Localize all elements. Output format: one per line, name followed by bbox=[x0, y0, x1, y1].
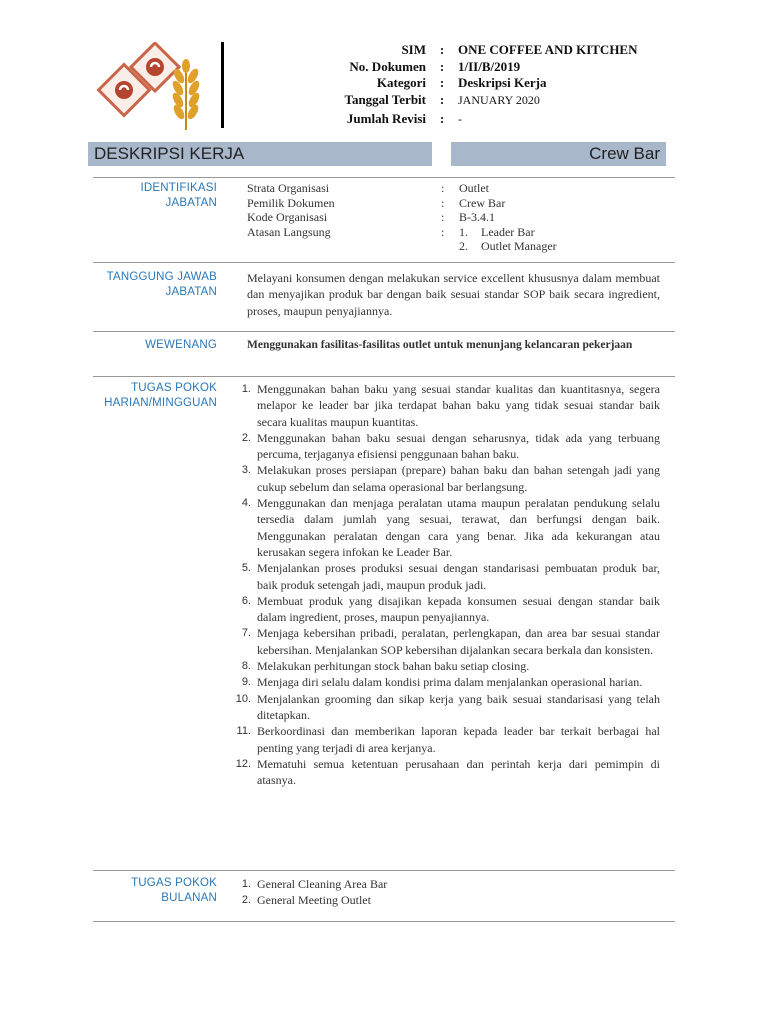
meta-value: - bbox=[458, 111, 462, 126]
list-item bbox=[233, 756, 660, 789]
kv-value: B-3.4.1 bbox=[459, 210, 495, 224]
section-label bbox=[93, 270, 217, 300]
meta-value: ONE COFFEE AND KITCHEN bbox=[458, 42, 638, 57]
list-item-text: Mematuhi semua ketentuan perusahaan dan perintah kerja dari pemimpin di atasnya. bbox=[257, 756, 660, 788]
list-item bbox=[233, 430, 660, 463]
list-item-text: Menggunakan bahan baku yang sesuai standar kualitas dan kuantitasnya, segera melapor ke leader bar jika terdapat bahan baku yang tidak sesuai standar baik secara kualitas maupun kuantitas. bbox=[257, 382, 660, 429]
list-item-number: 9. bbox=[241, 676, 251, 689]
section-label: WEWENANG bbox=[145, 339, 217, 351]
kv-value: Crew Bar bbox=[459, 195, 506, 210]
section-divider bbox=[93, 177, 675, 178]
atasan-text: Outlet Manager bbox=[481, 239, 557, 253]
list-item bbox=[233, 876, 660, 892]
list-item-text: Membuat produk yang disajikan kepada konsumen sesuai dengan standar baik dalam ingredient, proses, maupun penyajiannya. bbox=[257, 593, 660, 625]
kv-key: Atasan Langsung bbox=[247, 224, 331, 239]
list-item bbox=[233, 625, 660, 658]
list-item-number: 5. bbox=[241, 562, 251, 575]
list-item bbox=[233, 723, 660, 756]
kv-row bbox=[247, 239, 660, 254]
section-divider bbox=[93, 870, 675, 871]
list-item-text: Berkoordinasi dan memberikan laporan kepada leader bar terkait berbagai hal penting yang terjadi di area kerjanya. bbox=[257, 724, 660, 755]
meta-colon: : bbox=[439, 110, 445, 126]
meta-colon: : bbox=[439, 42, 445, 57]
label-line: HARIAN/MINGGUAN bbox=[104, 397, 217, 409]
atasan-item bbox=[459, 239, 660, 254]
section-label bbox=[93, 181, 217, 211]
meta-key: Kategori bbox=[376, 75, 426, 90]
header-divider bbox=[221, 42, 224, 128]
tanggung-jawab-text: Melayani konsumen dengan melakukan service excellent khususnya dalam membuat dan menyajikan produk bar dengan baik sesuai standar SOP baik secara ingredient, proses, maupun penyajiannya. bbox=[247, 271, 660, 318]
list-item bbox=[233, 381, 660, 430]
list-item-number: 8. bbox=[241, 660, 251, 673]
kv-value: Outlet bbox=[459, 181, 489, 195]
list-item-number: 11. bbox=[236, 725, 251, 738]
kv-colon: : bbox=[441, 181, 445, 195]
list-item-number: 12. bbox=[235, 757, 251, 770]
tugas-harian-list bbox=[233, 381, 660, 788]
list-item-text: Menjalankan grooming dan sikap kerja yang baik sesuai standarisasi yang telah ditetapkan. bbox=[257, 691, 660, 722]
task-list bbox=[233, 876, 660, 909]
meta-colon: : bbox=[439, 58, 445, 74]
list-item bbox=[233, 674, 660, 690]
list-item-text: Menggunakan bahan baku sesuai dengan seharusnya, tidak ada yang terbuang percuma, terjaganya efisiensi penggunaan bahan baku. bbox=[257, 430, 660, 462]
list-item-number: 10. bbox=[235, 692, 251, 705]
section-divider bbox=[93, 921, 675, 922]
list-item bbox=[233, 462, 660, 495]
atasan-num: 1. bbox=[459, 224, 468, 239]
kv-row bbox=[247, 210, 660, 225]
meta-key: Tanggal Terbit bbox=[344, 91, 426, 107]
document-meta bbox=[300, 42, 700, 130]
kv-key: Strata Organisasi bbox=[247, 181, 330, 195]
kv-row bbox=[247, 181, 660, 196]
kv-colon: : bbox=[441, 224, 445, 239]
meta-key: Jumlah Revisi bbox=[346, 110, 426, 126]
kv-colon: : bbox=[441, 210, 445, 224]
list-item bbox=[233, 495, 660, 560]
label-line: TUGAS POKOK bbox=[131, 382, 217, 394]
atasan-num: 2. bbox=[459, 239, 468, 253]
kv-value bbox=[459, 239, 660, 254]
list-item-number: 6. bbox=[241, 594, 251, 607]
meta-colon: : bbox=[439, 75, 445, 90]
kv-colon: : bbox=[441, 195, 445, 210]
wewenang-text: Menggunakan fasilitas-fasilitas outlet untuk menunjang kelancaran pekerjaan bbox=[247, 339, 633, 351]
list-item-number: 2. bbox=[241, 894, 251, 907]
atasan-text: Leader Bar bbox=[481, 224, 535, 239]
list-item-number: 3. bbox=[241, 464, 251, 477]
list-item bbox=[233, 658, 660, 674]
meta-key: No. Dokumen bbox=[349, 58, 426, 74]
section-label bbox=[93, 381, 217, 411]
list-item-number: 4. bbox=[241, 497, 251, 510]
title-bar-left: DESKRIPSI KERJA bbox=[88, 142, 432, 166]
label-line: TANGGUNG JAWAB bbox=[106, 271, 217, 283]
label-line: IDENTIFIKASI bbox=[140, 182, 217, 194]
list-item bbox=[233, 560, 660, 593]
meta-value: 1/II/B/2019 bbox=[458, 58, 521, 74]
list-item-number: 1. bbox=[241, 878, 251, 890]
section-label bbox=[93, 876, 217, 906]
list-item-number: 1. bbox=[241, 383, 251, 395]
kv-row bbox=[247, 196, 660, 211]
label-line: JABATAN bbox=[165, 197, 217, 209]
section-divider bbox=[93, 262, 675, 263]
tugas-bulanan-list bbox=[233, 876, 660, 909]
task-list bbox=[233, 381, 660, 788]
kv-value bbox=[459, 225, 660, 240]
label-line: TUGAS POKOK bbox=[131, 877, 217, 889]
kv-row bbox=[247, 225, 660, 240]
list-item-number: 2. bbox=[241, 431, 251, 444]
list-item-text: Melakukan proses persiapan (prepare) bahan baku dan bahan setengah jadi yang cukup sebelum dan selama operasional bar berlangsung. bbox=[257, 463, 660, 494]
meta-value: JANUARY 2020 bbox=[458, 92, 540, 107]
meta-row-jumlah-revisi bbox=[300, 111, 700, 130]
meta-colon: : bbox=[439, 91, 445, 107]
list-item bbox=[233, 593, 660, 626]
list-item-text: Menjalankan proses produksi sesuai dengan standarisasi pembuatan produk bar, baik produk setengah jadi, maupun produk jadi. bbox=[257, 561, 660, 592]
kv-key: Kode Organisasi bbox=[247, 210, 328, 224]
list-item-text: General Meeting Outlet bbox=[257, 893, 371, 908]
list-item bbox=[233, 691, 660, 724]
wheat-icon bbox=[171, 59, 202, 130]
atasan-item bbox=[459, 225, 660, 240]
meta-row-tanggal-terbit bbox=[300, 92, 700, 111]
section-divider bbox=[93, 376, 675, 377]
meta-row-kategori bbox=[300, 75, 700, 92]
list-item-text: Menjaga diri selalu dalam kondisi prima dalam menjalankan operasional harian. bbox=[257, 675, 643, 690]
kv-key: Pemilik Dokumen bbox=[247, 195, 335, 210]
label-line: JABATAN bbox=[165, 286, 217, 298]
section-content bbox=[247, 181, 660, 254]
company-logo bbox=[92, 42, 216, 134]
meta-row-no-dokumen bbox=[300, 59, 700, 76]
list-item bbox=[233, 892, 660, 908]
list-item-text: Menggunakan dan menjaga peralatan utama maupun peralatan pendukung selalu tersedia dalam jumlah yang sesuai, terawat, dan berfungsi dengan baik. Menggunakan peralatan dengan cara yang benar. Jika ada kekurangan atau kerusakan segera infokan ke Leader Bar. bbox=[257, 496, 660, 559]
meta-row-sim bbox=[300, 42, 700, 59]
label-line: BULANAN bbox=[161, 892, 217, 904]
list-item-text: Menjaga kebersihan pribadi, peralatan, perlengkapan, dan area bar sesuai standar kebersihan. Menjalankan SOP kebersihan dijalankan secara berkala dan konsisten. bbox=[257, 626, 660, 657]
meta-key: SIM bbox=[401, 42, 426, 57]
title-bar-right: Crew Bar bbox=[451, 142, 666, 166]
list-item-text: General Cleaning Area Bar bbox=[257, 877, 388, 891]
meta-value: Deskripsi Kerja bbox=[458, 75, 547, 90]
list-item-text: Melakukan perhitungan stock bahan baku setiap closing. bbox=[257, 659, 530, 674]
list-item-number: 7. bbox=[241, 627, 251, 640]
section-divider bbox=[93, 331, 675, 332]
